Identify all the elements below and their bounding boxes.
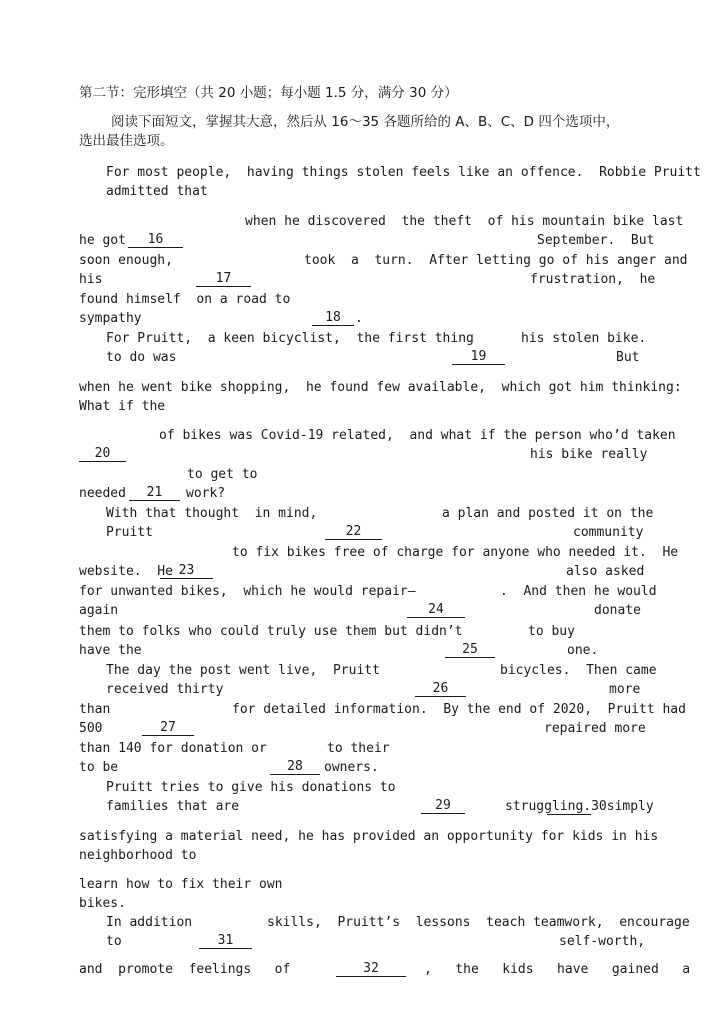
passage-line: skills, Pruitt’s lessons teach teamwork, encourage	[267, 915, 690, 930]
passage-line: September. But	[537, 233, 655, 248]
passage-line: donate	[594, 603, 641, 618]
blank-24: 24	[407, 602, 465, 618]
passage-line: a plan and posted it on the	[442, 506, 654, 521]
passage-line: The day the post went live, Pruitt	[106, 663, 380, 678]
passage-line: self-worth,	[559, 934, 646, 949]
blank-32: 32	[336, 961, 406, 977]
passage-line: Pruitt	[106, 525, 153, 540]
blank-28: 28	[270, 759, 320, 775]
passage-line: and promote feelings of	[79, 962, 291, 977]
passage-line: his stolen bike.	[521, 331, 647, 346]
instruction-line-2: 选出最佳选项。	[79, 133, 174, 149]
passage-line: Pruitt tries to give his donations to	[106, 780, 396, 795]
passage-line: he got	[79, 233, 126, 248]
passage-line: 500	[79, 721, 103, 736]
passage-line: soon enough,	[79, 253, 173, 268]
passage-line: bikes.	[79, 896, 126, 911]
passage-line: admitted that	[106, 184, 208, 199]
passage-line: owners.	[324, 760, 379, 775]
passage-line: , the kids have gained a	[424, 962, 691, 977]
passage-line: to fix bikes free of charge for anyone who needed it. He	[232, 545, 679, 560]
passage-line: For most people, having things stolen feels like an offence. Robbie Pruitt	[106, 165, 701, 180]
passage-line: bicycles. Then came	[500, 663, 657, 678]
passage-line: . And then he would	[500, 584, 657, 599]
blank-29: 29	[421, 798, 465, 814]
passage-line: his	[79, 272, 103, 287]
passage-line: learn how to fix their own	[79, 877, 283, 892]
passage-line: struggling.30simply	[505, 799, 654, 814]
blank-17: 17	[196, 271, 251, 287]
section-title: 第二节：完形填空（共 20 小题；每小题 1.5 分，满分 30 分）	[79, 85, 458, 101]
blank-19: 19	[452, 349, 505, 365]
passage-line: to be	[79, 760, 119, 775]
passage-line: to	[106, 934, 122, 949]
blank-18: 18	[312, 310, 354, 326]
passage-line: to buy	[528, 624, 575, 639]
blank-22: 22	[325, 524, 382, 540]
blank-21: 21	[129, 485, 180, 501]
passage-line: sympathy	[79, 311, 142, 326]
passage-line: more	[609, 682, 641, 697]
passage-line: to their	[327, 741, 390, 756]
passage-line: than	[79, 702, 111, 717]
passage-line: than 140 for donation or	[79, 741, 267, 756]
passage-line: found himself on a road to	[79, 292, 291, 307]
passage-line: again	[79, 603, 119, 618]
blank-30-underline	[547, 814, 591, 815]
passage-line: needed	[79, 486, 126, 501]
passage-line: community	[573, 525, 644, 540]
passage-line: also asked	[566, 564, 645, 579]
passage-line: In addition	[106, 915, 193, 930]
passage-line: website. He	[79, 564, 173, 579]
passage-line: With that thought in mind,	[106, 506, 318, 521]
instruction-line-1: 阅读下面短文，掌握其大意，然后从 16～35 各题所给的 A、B、C、D 四个选项中，	[111, 114, 620, 130]
passage-line: frustration, he	[530, 272, 656, 287]
passage-line: have the	[79, 643, 142, 658]
passage-line: when he went bike shopping, he found few available, which got him thinking:	[79, 380, 682, 395]
passage-line: them to folks who could truly use them but didn’t	[79, 624, 463, 639]
passage-line: But	[616, 350, 640, 365]
passage-line: for unwanted bikes, which he would repair—	[79, 584, 416, 599]
passage-line: for detailed information. By the end of 2020, Pruitt had	[232, 702, 686, 717]
passage-line: repaired more	[544, 721, 646, 736]
passage-line: families that are	[106, 799, 240, 814]
passage-line: work?	[186, 486, 226, 501]
passage-line: one.	[567, 643, 599, 658]
passage-line: satisfying a material need, he has provided an opportunity for kids in his	[79, 829, 659, 844]
blank-31: 31	[199, 933, 252, 949]
passage-line: to do was	[106, 350, 177, 365]
passage-line: neighborhood to	[79, 848, 197, 863]
blank-23: 23	[160, 563, 213, 579]
passage-line: took a turn. After letting go of his anger and	[304, 253, 688, 268]
passage-line: .	[355, 311, 363, 326]
passage-line: of bikes was Covid-19 related, and what if the person who’d taken	[159, 428, 676, 443]
passage-line: What if the	[79, 399, 166, 414]
passage-line: to get to	[187, 467, 258, 482]
blank-20: 20	[79, 446, 126, 462]
passage-line: For Pruitt, a keen bicyclist, the first thing	[106, 331, 474, 346]
passage-line: received thirty	[106, 682, 224, 697]
blank-26: 26	[415, 681, 466, 697]
blank-27: 27	[142, 720, 194, 736]
passage-line: when he discovered the theft of his mountain bike last	[245, 214, 684, 229]
blank-25: 25	[445, 642, 495, 658]
blank-16: 16	[128, 232, 183, 248]
passage-line: his bike really	[530, 447, 648, 462]
